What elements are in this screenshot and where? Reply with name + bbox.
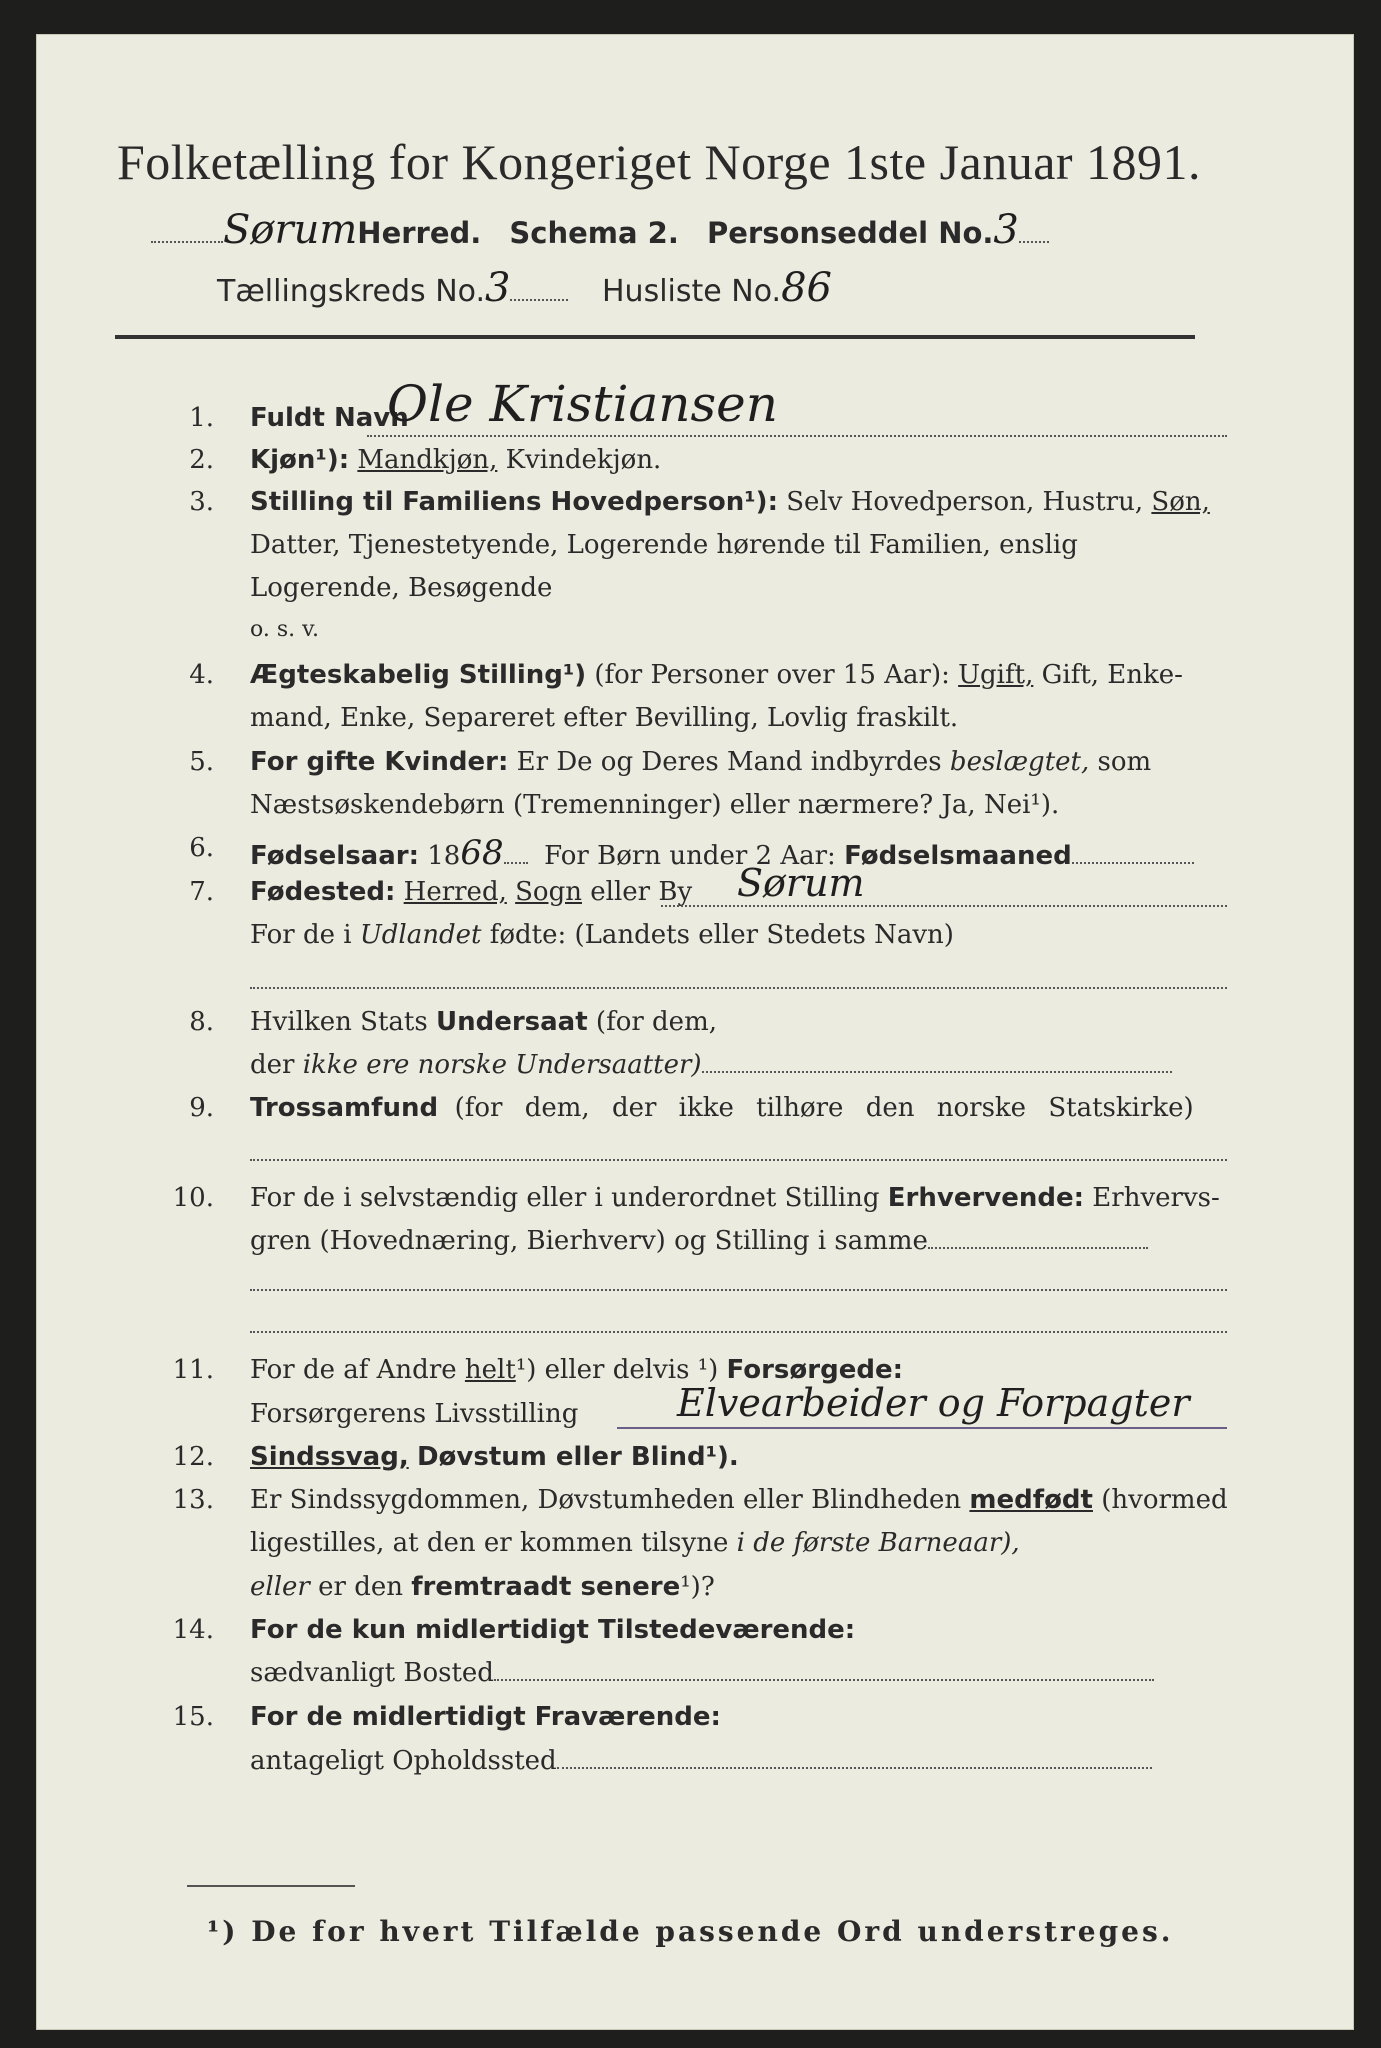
congenital-text: er den bbox=[318, 1572, 403, 1602]
item-number: 11. bbox=[172, 1355, 214, 1385]
occupation-line-2 bbox=[250, 1331, 1227, 1333]
herred-value: Sørum bbox=[223, 207, 358, 253]
husliste-label: Husliste No. bbox=[602, 274, 782, 309]
usual-residence-label: sædvanligt Bosted bbox=[250, 1658, 494, 1688]
congenital-underlined: medfødt bbox=[969, 1485, 1093, 1515]
religion-line bbox=[250, 1159, 1227, 1161]
item-number: 9. bbox=[189, 1093, 214, 1123]
married-women-text: beslægtet, bbox=[949, 747, 1090, 777]
item-number: 15. bbox=[172, 1702, 214, 1732]
marital-text: Gift, Enke- bbox=[1041, 660, 1183, 690]
occupation-text: Erhvervs- bbox=[1092, 1183, 1220, 1213]
child-label: For Børn under 2 Aar: bbox=[544, 841, 836, 871]
occupation-label: For de i selvstændig eller i underordnet Stilling bbox=[250, 1183, 880, 1213]
schema-label: Schema 2. bbox=[509, 216, 679, 250]
occupation-text: gren (Hovednæring, Bierhverv) og Stilling i samme bbox=[250, 1226, 928, 1256]
herred-label: Herred. bbox=[357, 216, 482, 250]
item-number: 10. bbox=[172, 1183, 214, 1213]
birthplace-line bbox=[661, 905, 1227, 907]
kreds-label: Tællingskreds No. bbox=[217, 274, 485, 309]
birthplace-label: Fødested: bbox=[250, 877, 396, 907]
marital-label: Ægteskabelig Stilling¹) bbox=[250, 660, 587, 690]
congenital-text: Er Sindssygdommen, Døvstumheden eller Blindheden bbox=[250, 1485, 962, 1515]
item-number: 7. bbox=[189, 877, 214, 907]
form-title: Folketælling for Kongeriget Norge 1ste Januar 1891. bbox=[116, 134, 1202, 190]
religion-text: (for dem, der ikke tilhøre den norske Statskirke) bbox=[454, 1093, 1194, 1123]
item-number: 6. bbox=[189, 833, 214, 863]
item-number: 8. bbox=[189, 1007, 214, 1037]
married-women-label: For gifte Kvinder: bbox=[250, 747, 509, 777]
supporter-answer: Elvearbeider og Forpagter bbox=[677, 1381, 1190, 1425]
footnote: ¹) De for hvert Tilfælde passende Ord understreges. bbox=[207, 1915, 1174, 1948]
congenital-text: i de første Barneaar), bbox=[736, 1528, 1020, 1558]
kreds-value: 3 bbox=[485, 265, 511, 311]
husliste-value: 86 bbox=[781, 265, 832, 311]
sex-male-underlined: Mandkjøn, bbox=[357, 445, 498, 475]
supporter-label: Forsørgerens Livsstilling bbox=[250, 1399, 579, 1429]
religion-label: Trossamfund bbox=[250, 1093, 439, 1123]
supported-label-bold: Forsørgede: bbox=[726, 1355, 903, 1385]
supported-text: ¹) eller delvis ¹) bbox=[515, 1355, 719, 1385]
occupation-label-bold: Erhvervende: bbox=[887, 1183, 1085, 1213]
birthplace-sogn-underlined: Sogn bbox=[515, 877, 582, 907]
congenital-text: ¹)? bbox=[680, 1572, 715, 1602]
position-text: Datter, Tjenestetyende, Logerende hørende til Familien, enslig bbox=[250, 530, 1078, 560]
temporary-present-label: For de kun midlertidigt Tilstedeværende: bbox=[250, 1615, 856, 1645]
footnote-rule bbox=[187, 1885, 355, 1887]
item-number: 13. bbox=[172, 1485, 214, 1515]
item-number: 3. bbox=[189, 487, 214, 517]
insane-underlined: Sindssvag, bbox=[250, 1442, 409, 1472]
item-number: 2. bbox=[189, 445, 214, 475]
citizenship-text: Hvilken Stats bbox=[250, 1007, 428, 1037]
sex-female: Kvindekjøn. bbox=[505, 445, 662, 475]
personseddel-value: 3 bbox=[993, 207, 1019, 253]
abroad-text: fødte: (Landets eller Stedets Navn) bbox=[489, 920, 954, 950]
header-line-2 bbox=[217, 265, 832, 311]
marital-text: mand, Enke, Separeret efter Bevilling, Lovlig fraskilt. bbox=[250, 703, 959, 733]
name-answer: Ole Kristiansen bbox=[387, 375, 778, 433]
marital-unmarried-underlined: Ugift, bbox=[958, 660, 1034, 690]
supported-label: For de af Andre bbox=[250, 1355, 457, 1385]
supporter-line bbox=[617, 1427, 1227, 1429]
position-son-underlined: Søn, bbox=[1151, 487, 1210, 517]
citizenship-text: (for dem, bbox=[595, 1007, 717, 1037]
citizenship-text: der bbox=[250, 1050, 295, 1080]
name-label: Fuldt Navn bbox=[250, 403, 409, 433]
header-line-1 bbox=[151, 207, 1049, 253]
birthplace-answer: Sørum bbox=[737, 861, 865, 905]
personseddel-label: Personseddel No. bbox=[706, 216, 994, 250]
item-number: 5. bbox=[189, 747, 214, 777]
abroad-text: For de i bbox=[250, 920, 352, 950]
married-women-text: Næstsøskendebørn (Tremenninger) eller nærmere? Ja, Nei¹). bbox=[250, 790, 1060, 820]
position-text: Logerende, Besøgende bbox=[250, 573, 553, 603]
marital-text: (for Personer over 15 Aar): bbox=[594, 660, 950, 690]
birthplace-herred-underlined: Herred, bbox=[403, 877, 507, 907]
birth-year-answer: 68 bbox=[460, 833, 504, 873]
occupation-line-1 bbox=[250, 1289, 1227, 1291]
sex-label: Kjøn¹): bbox=[250, 445, 350, 475]
item-number: 4. bbox=[189, 660, 214, 690]
position-text: Selv Hovedperson, Hustru, bbox=[786, 487, 1144, 517]
abroad-text: Udlandet bbox=[359, 920, 482, 950]
item-number: 12. bbox=[172, 1442, 214, 1472]
congenital-label: fremtraadt senere bbox=[411, 1572, 681, 1602]
supported-fully-underlined: helt bbox=[464, 1355, 516, 1385]
name-line bbox=[367, 435, 1227, 437]
item-number: 14. bbox=[172, 1615, 214, 1645]
congenital-text: (hvormed bbox=[1101, 1485, 1228, 1515]
married-women-text: som bbox=[1097, 747, 1152, 777]
item-number: 1. bbox=[189, 403, 214, 433]
position-text: o. s. v. bbox=[250, 617, 319, 642]
birth-month-label: Fødselsmaaned bbox=[844, 841, 1072, 871]
birth-year-label: Fødselsaar: bbox=[250, 841, 419, 871]
birthplace-text: eller By bbox=[590, 877, 693, 907]
citizenship-label: Undersaat bbox=[435, 1007, 588, 1037]
citizenship-text: ikke ere norske Undersaatter) bbox=[302, 1050, 702, 1080]
congenital-text: ligestilles, at den er kommen tilsyne bbox=[250, 1528, 729, 1558]
congenital-text: eller bbox=[250, 1572, 310, 1602]
header-rule bbox=[115, 335, 1195, 339]
temporary-absent-label: For de midlertidigt Fraværende: bbox=[250, 1702, 721, 1732]
census-form bbox=[36, 34, 1354, 2030]
disability-label: Døvstum eller Blind¹). bbox=[416, 1442, 739, 1472]
birth-year-prefix: 18 bbox=[427, 841, 461, 871]
married-women-text: Er De og Deres Mand indbyrdes bbox=[516, 747, 942, 777]
position-label: Stilling til Familiens Hovedperson¹): bbox=[250, 487, 778, 517]
presumed-residence-label: antageligt Opholdssted bbox=[250, 1746, 557, 1776]
abroad-line bbox=[250, 987, 1227, 989]
